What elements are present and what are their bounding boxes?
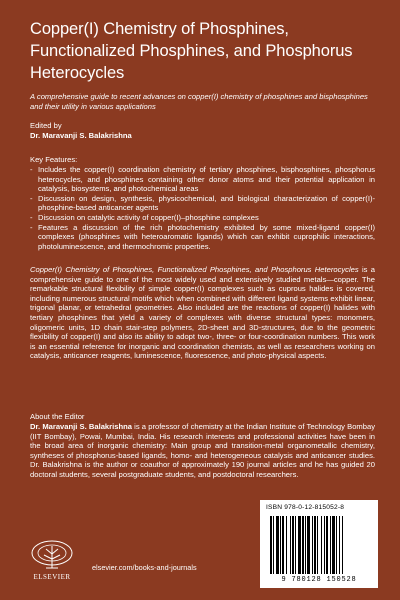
description-body: is a comprehensive guide to one of the most widely used and extensively studied metals—copper. The remarkable structural flexibility of simple copper(I) complexes such as cuprous halides is covered, including numerous structural motifs which when combined with different ligand systems exhibit linear, trigonal planar, or tetrahedral geometries. Also included are the reactions of copper(I) halides with tertiary phosphines that yield a variety of complexes with diverse structural types: monomers, oligomeric units, 1D chain stair-step polymers, 2D-sheet and 3D-structures, due to the geometric flexibility of copper(I) and also its ability to adopt two-, three- or four-coordination numbers. This work is an essential reference for inorganic and coordination chemists, as well as researchers working on catalysis, anticancer reagents, luminescence, fluorescence, and photo-physical aspects. <box>30 265 375 361</box>
barcode-number: 9 780128 150528 <box>281 576 357 584</box>
key-features-heading: Key Features: <box>30 155 78 164</box>
feature-item: - Includes the copper(I) coordination chemistry of tertiary phosphines, bisphosphines, phosphorus heterocycles, and phosphines containing other donor atoms and their potential application in catalysis, biosystems, and photochemical areas <box>30 165 375 194</box>
about-editor-body: is a professor of chemistry at the Indian Institute of Technology Bombay (IIT Bombay), Powai, Mumbai, India. His research interests and professional activities have been in the broad area of inorganic chemistry: Main group and transition-metal organometallic chemistry, syntheses of phosphorus-based ligands, homo- and heterogeneous catalysis and anticancer studies. Dr. Balakrishna is the author or coauthor of approximately 190 journal articles and he has guided 20 doctoral students, several postgraduate students, and postdoctoral researchers. <box>30 422 375 479</box>
barcode-bar <box>292 516 294 574</box>
barcode-bar <box>273 516 274 574</box>
barcode-bar <box>295 516 296 574</box>
barcode-bar <box>286 516 287 574</box>
barcode-bar <box>336 516 337 574</box>
barcode-bar <box>332 516 335 574</box>
publisher-name: ELSEVIER <box>33 573 71 581</box>
barcode-bar <box>307 516 310 574</box>
about-editor-name: Dr. Maravanji S. Balakrishna <box>30 422 132 431</box>
feature-item: - Discussion on catalytic activity of copper(I)–phosphine complexes <box>30 213 375 223</box>
barcode-bar <box>317 516 318 574</box>
key-features-list <box>30 165 375 251</box>
book-description <box>30 265 375 361</box>
barcode-icon <box>270 516 368 576</box>
barcode-bar <box>302 516 304 574</box>
editor-name: Dr. Maravanji S. Balakrishna <box>30 131 132 140</box>
isbn-label: ISBN 978-0-12-815052-8 <box>266 504 345 511</box>
barcode-bar <box>276 516 279 574</box>
barcode-bar <box>280 516 281 574</box>
barcode-bar <box>270 516 272 574</box>
book-blurb: A comprehensive guide to recent advances on copper(I) chemistry of phosphines and bisphosphines and their utility in various applications <box>30 92 368 111</box>
description-title: Copper(I) Chemistry of Phosphines, Functionalized Phosphines, and Phosphorus Heterocycles <box>30 265 359 274</box>
about-editor-heading: About the Editor <box>30 412 85 421</box>
barcode-bar <box>312 516 313 574</box>
about-editor-text <box>30 422 375 480</box>
barcode-bar <box>290 516 291 574</box>
barcode-box <box>260 500 378 588</box>
barcode-bar <box>330 516 331 574</box>
barcode-bar <box>339 516 340 574</box>
feature-item: - Discussion on design, synthesis, physicochemical, and biological characterization of copper(I)-phosphine-based anticancer agents <box>30 194 375 213</box>
barcode-bar <box>321 516 322 574</box>
barcode-bar <box>282 516 284 574</box>
barcode-bar <box>326 516 328 574</box>
barcode-bar <box>314 516 316 574</box>
feature-item: - Features a discussion of the rich photochemistry exhibited by some mixed-ligand copper(I) complexes (phosphines with heteroaromatic ligands) which can exhibit cuprophilic interactions, photoluminescence, and thermochromic properties. <box>30 223 375 252</box>
barcode-bar <box>298 516 301 574</box>
publisher-url: elsevier.com/books-and-journals <box>92 563 197 572</box>
barcode-bar <box>324 516 325 574</box>
barcode-bar <box>342 516 343 574</box>
edited-by-label: Edited by <box>30 121 62 130</box>
barcode-bar <box>305 516 306 574</box>
book-title: Copper(I) Chemistry of Phosphines, Functionalized Phosphines, and Phosphorus Heterocycles <box>30 20 353 82</box>
